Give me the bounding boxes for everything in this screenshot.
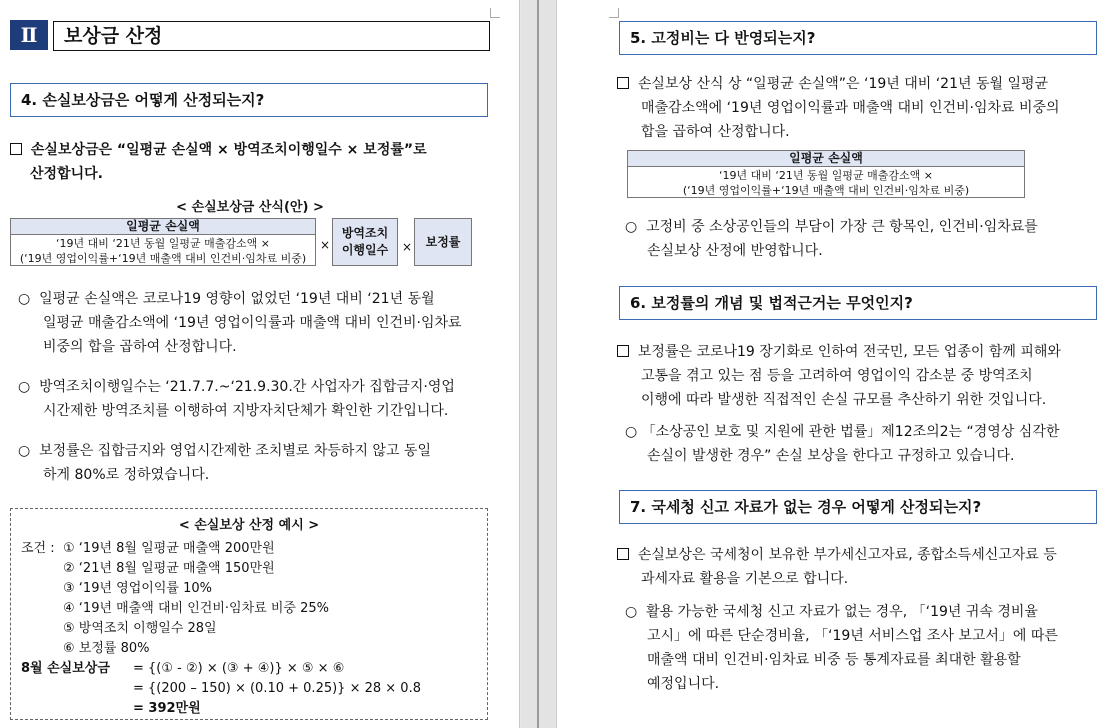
square-bullet-icon [617,345,629,357]
bullet-line: 「소상공인 보호 및 지원에 관한 법률」제12조의2는 “경영상 심각한 [641,424,1060,440]
page-corner-mark [609,8,619,18]
question-7-heading: 7. 국세청 신고 자료가 없는 경우 어떻게 산정되는지? [619,490,1097,524]
daily-loss-formula-box [627,150,1025,198]
q5-paragraph [617,72,1097,144]
paragraph-line: 이행에 따라 발생한 직접적인 손실 규모를 추산하기 위한 것입니다. [641,392,1047,408]
bullet-line: 일평균 손실액은 코로나19 영향이 없었던 ‘19년 대비 ‘21년 동월 [39,291,435,307]
paragraph-line: 손실보상은 국세청이 보유한 부가세신고자료, 종합소득세신고자료 등 [637,547,1057,563]
condition-item: ⑤ 방역조치 이행일수 28일 [63,621,217,636]
page-corner-mark [490,8,500,18]
formula-box-line: ‘19년 대비 ‘21년 동월 일평균 매출감소액 × [56,237,270,250]
formula-box-head: 일평균 손실액 [11,219,315,235]
bullet-line: 활용 가능한 국세청 신고 자료가 없는 경우, 「‘19년 귀속 경비율 [646,604,1038,620]
calc-steps [133,659,483,719]
cell-line: 방역조치 [341,226,389,240]
paragraph-line: 고통을 겪고 있는 점 등을 고려하여 영업이익 감소분 중 방역조치 [641,368,1033,384]
paragraph-line: 손실보상 산식 상 “일평균 손실액”은 ‘19년 대비 ‘21년 동월 일평균 [637,76,1049,92]
formula-title: < 손실보상금 산식(안) > [176,200,324,215]
bullet-line: 손실이 발생한 경우” 손실 보상을 한다고 규정하고 있습니다. [647,448,1015,464]
formula-box-line: (‘19년 영업이익률+‘19년 매출액 대비 인건비·임차료 비중) [682,184,970,197]
example-title: < 손실보상 산정 예시 > [178,518,320,533]
bullet-line: 예정입니다. [647,676,720,692]
correction-rate-cell: 보정률 [414,218,472,266]
condition-item: ③ ‘19년 영업이익률 10% [63,581,212,596]
bullet-correction-rate [18,439,490,487]
formula-box-line: ‘19년 대비 ‘21년 동월 일평균 매출감소액 × [719,169,933,182]
bullet-line: 방역조치이행일수는 ‘21.7.7.~‘21.9.30.간 사업자가 집합금지·영업 [39,379,455,395]
bullet-daily-loss [18,287,490,359]
condition-item: ④ ‘19년 매출액 대비 인건비·임차료 비중 25% [63,601,329,616]
square-bullet-icon [10,143,22,155]
bullet-line: 보정률은 집합금지와 영업시간제한 조치별로 차등하지 않고 동일 [39,443,431,459]
bullet-line: 시간제한 방역조치를 이행하여 지방자치단체가 확인한 기간입니다. [43,403,449,419]
cell-line: 이행일수 [341,243,389,257]
question-4-heading: 4. 손실보상금은 어떻게 산정되는지? [10,83,488,117]
bullet-line: 일평균 매출감소액에 ‘19년 영업이익률과 매출액 대비 인건비·임차료 [43,315,462,331]
enforcement-days-cell [332,218,398,266]
multiply-sign: × [402,240,413,254]
q5-bullet [625,215,1097,263]
paragraph-line: 과세자료 활용을 기본으로 합니다. [641,571,849,587]
bullet-line: 비중의 합을 곱하여 산정합니다. [43,339,237,355]
paragraph-line: 합을 곱하여 산정합니다. [641,124,790,140]
calculation-example-box [10,508,488,720]
q7-bullet [625,600,1097,696]
formula-box-head: 일평균 손실액 [628,151,1024,167]
paragraph-line: 보정률은 코로나19 장기화로 인하여 전국민, 모든 업종이 함께 피해와 [637,344,1061,360]
circle-bullet-icon: ○ [625,424,638,440]
bullet-line: 고정비 중 소상공인들의 부담이 가장 큰 항목인, 인건비·임차료를 [646,219,1038,235]
condition-item: ⑥ 보정률 80% [63,641,150,656]
paragraph-line: 매출감소액에 ‘19년 영업이익률과 매출액 대비 인건비·임차료 비중의 [641,100,1060,116]
calc-label: 8월 손실보상금 [21,661,110,676]
main-paragraph-line: 산정합니다. [30,166,103,182]
main-paragraph [10,138,490,186]
conditions-label: 조건 : [21,541,55,556]
formula-box-line: (‘19년 영업이익률+‘19년 매출액 대비 인건비·임차료 비중) [19,252,307,265]
square-bullet-icon [617,548,629,560]
calc-result: = 392만원 [133,701,201,716]
conditions-list [63,539,483,659]
circle-bullet-icon: ○ [18,291,31,307]
document-page-left [0,0,520,728]
daily-loss-formula-box [10,218,316,266]
bullet-enforcement-days [18,375,490,423]
main-paragraph-line: 손실보상금은 “일평균 손실액 × 방역조치이행일수 × 보정률”로 [30,142,427,158]
section-title: 보상금 산정 [53,21,490,51]
section-numeral: Ⅱ [10,20,48,50]
q7-paragraph [617,543,1097,591]
bullet-line: 하게 80%로 정하였습니다. [43,467,210,483]
circle-bullet-icon: ○ [18,443,31,459]
circle-bullet-icon: ○ [625,219,638,235]
bullet-line: 고시」에 따른 단순경비율, 「‘19년 서비스업 조사 보고서」에 따른 [647,628,1058,644]
q6-paragraph [617,340,1097,412]
document-page-right [556,0,1116,728]
calc-step: = {(200 – 150) × (0.10 + 0.25)} × 28 × 0.8 [133,681,421,696]
q6-bullet [625,420,1097,468]
multiply-sign: × [320,238,331,252]
square-bullet-icon [617,77,629,89]
circle-bullet-icon: ○ [18,379,31,395]
page-divider [537,0,539,728]
question-5-heading: 5. 고정비는 다 반영되는지? [619,21,1097,55]
question-6-heading: 6. 보정률의 개념 및 법적근거는 무엇인지? [619,286,1097,320]
circle-bullet-icon: ○ [625,604,638,620]
condition-item: ② ‘21년 8월 일평균 매출액 150만원 [63,561,275,576]
condition-item: ① ‘19년 8월 일평균 매출액 200만원 [63,541,275,556]
calc-step: = {(① - ②) × (③ + ④)} × ⑤ × ⑥ [133,661,345,676]
bullet-line: 손실보상 산정에 반영합니다. [647,243,823,259]
bullet-line: 매출액 대비 인건비·임차료 비중 등 통계자료를 최대한 활용할 [647,652,1021,668]
